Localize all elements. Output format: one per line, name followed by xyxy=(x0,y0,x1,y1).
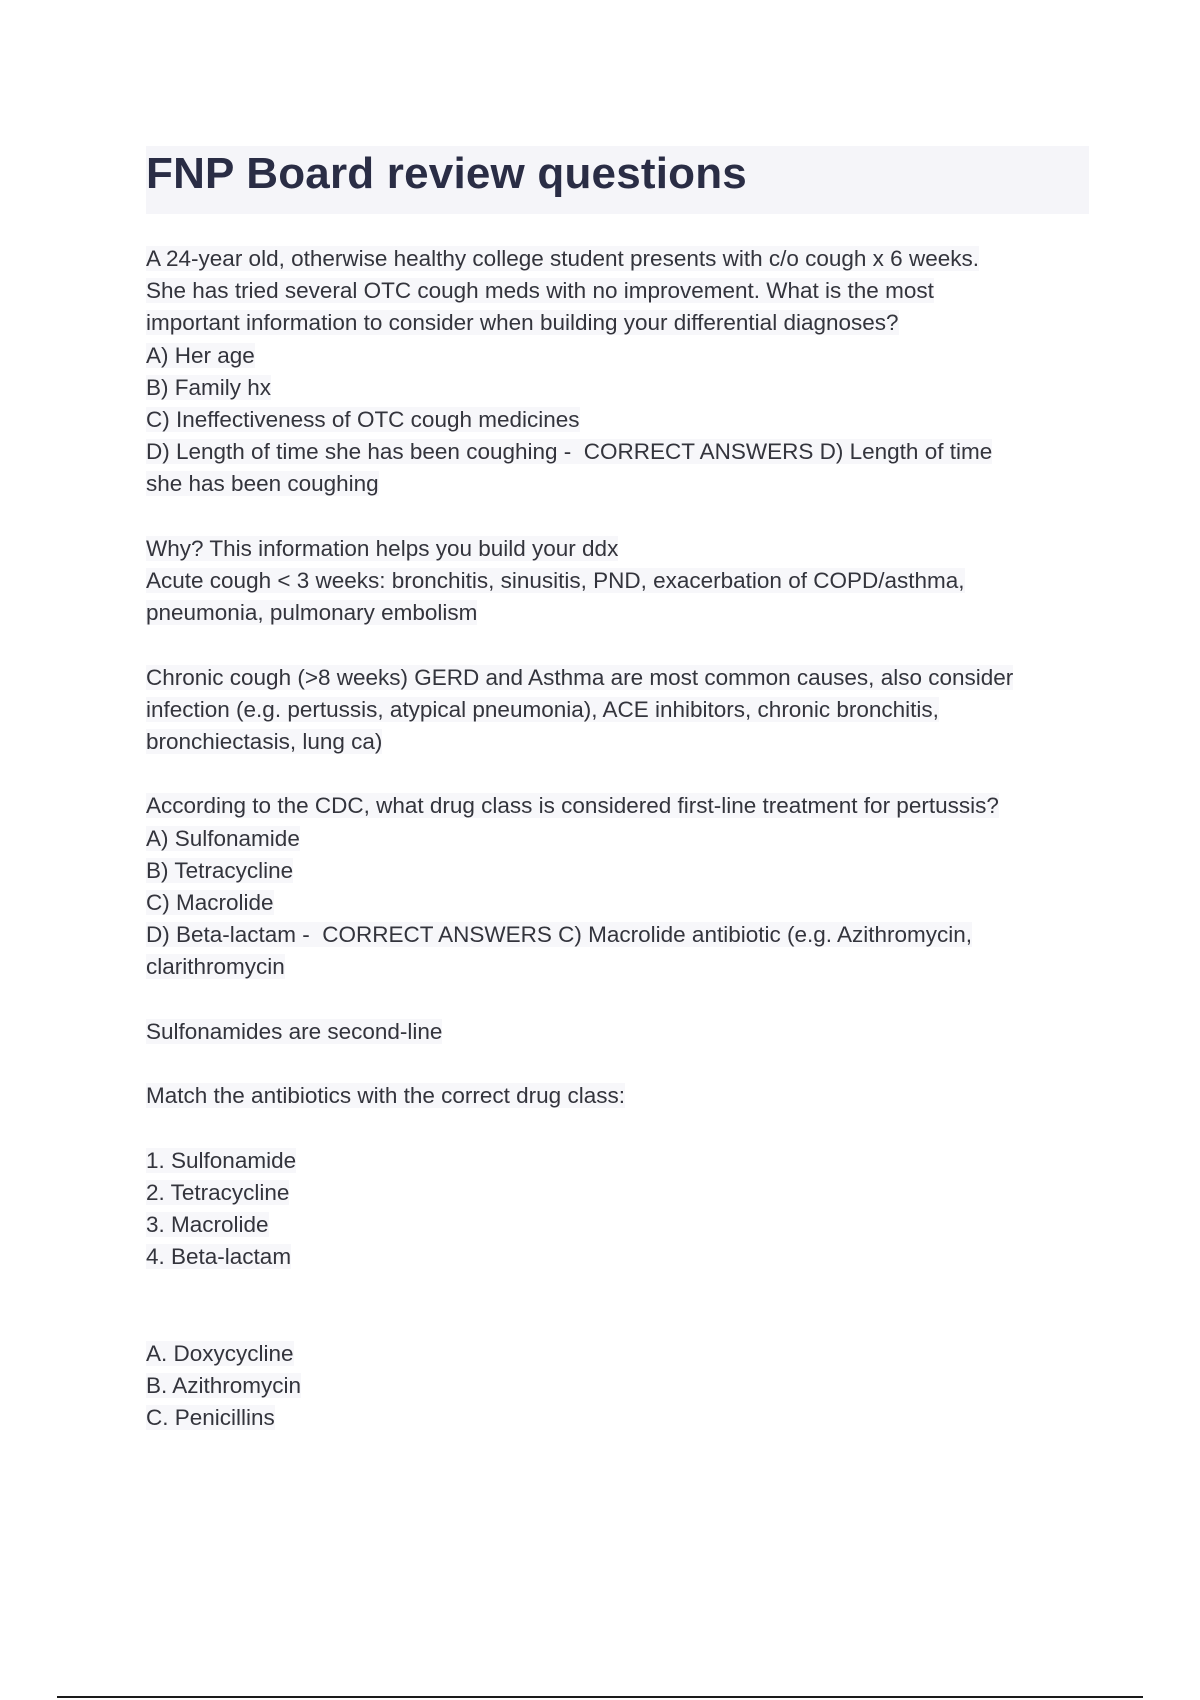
document-body xyxy=(146,243,1096,1434)
question-2-option-answer: D) Beta-lactam - CORRECT ANSWERS C) Macrolide antibiotic (e.g. Azithromycin, xyxy=(146,922,973,948)
drug-class-item: 1. Sulfonamide xyxy=(146,1147,297,1173)
explanation-acute-line: pneumonia, pulmonary embolism xyxy=(146,600,478,626)
drug-class-item: 2. Tetracycline xyxy=(146,1179,290,1205)
paragraph-gap xyxy=(146,1048,1096,1080)
drug-class-list xyxy=(146,1145,1096,1274)
question-1-answer-continuation: she has been coughing xyxy=(146,471,379,497)
paragraph-gap xyxy=(146,1112,1096,1144)
question-1-option-answer: D) Length of time she has been coughing - CORRECT ANSWERS D) Length of time xyxy=(146,439,993,465)
question-1 xyxy=(146,243,1096,501)
paragraph-gap xyxy=(146,501,1096,533)
antibiotic-list xyxy=(146,1338,1096,1435)
explanation-chronic-line: bronchiectasis, lung ca) xyxy=(146,729,383,755)
drug-class-item: 3. Macrolide xyxy=(146,1212,269,1237)
question-1-stem-line: She has tried several OTC cough meds with no improvement. What is the most xyxy=(146,278,934,304)
antibiotic-item: C. Penicillins xyxy=(146,1405,275,1431)
question-1-option: A) Her age xyxy=(146,342,255,368)
explanation-chronic-line: infection (e.g. pertussis, atypical pneumonia), ACE inhibitors, chronic bronchitis, xyxy=(146,696,939,722)
explanation-chronic-line: Chronic cough (>8 weeks) GERD and Asthma are most common causes, also consider xyxy=(146,664,1014,690)
paragraph-gap xyxy=(146,1306,1096,1338)
antibiotic-item: A. Doxycycline xyxy=(146,1340,294,1366)
footer-rule xyxy=(57,1696,1143,1698)
question-2-option: C) Macrolide xyxy=(146,890,274,916)
question-2-answer-continuation: clarithromycin xyxy=(146,954,285,980)
question-1-stem-line: important information to consider when building your differential diagnoses? xyxy=(146,310,899,336)
paragraph-gap xyxy=(146,758,1096,790)
chronic-cough-note xyxy=(146,662,1096,759)
antibiotic-item: B. Azithromycin xyxy=(146,1372,302,1398)
question-2-stem: According to the CDC, what drug class is considered first-line treatment for pertussis? xyxy=(146,793,999,819)
question-2-option: A) Sulfonamide xyxy=(146,825,300,851)
question-1-explanation xyxy=(146,533,1096,630)
paragraph-gap xyxy=(146,1273,1096,1305)
question-1-option: B) Family hx xyxy=(146,374,272,400)
question-1-option: C) Ineffectiveness of OTC cough medicines xyxy=(146,407,580,433)
paragraph-gap xyxy=(146,629,1096,661)
paragraph-gap xyxy=(146,984,1096,1016)
question-3-stem: Match the antibiotics with the correct drug class: xyxy=(146,1083,625,1109)
document-title: FNP Board review questions xyxy=(146,149,747,198)
explanation-why: Why? This information helps you build your ddx xyxy=(146,535,619,561)
question-2-note: Sulfonamides are second-line xyxy=(146,1018,443,1044)
question-2-option: B) Tetracycline xyxy=(146,857,294,883)
drug-class-item: 4. Beta-lactam xyxy=(146,1244,292,1270)
question-2 xyxy=(146,790,1096,983)
question-1-stem-line: A 24-year old, otherwise healthy college student presents with c/o cough x 6 weeks. xyxy=(146,246,979,271)
explanation-acute-line: Acute cough < 3 weeks: bronchitis, sinusitis, PND, exacerbation of COPD/asthma, xyxy=(146,568,965,594)
